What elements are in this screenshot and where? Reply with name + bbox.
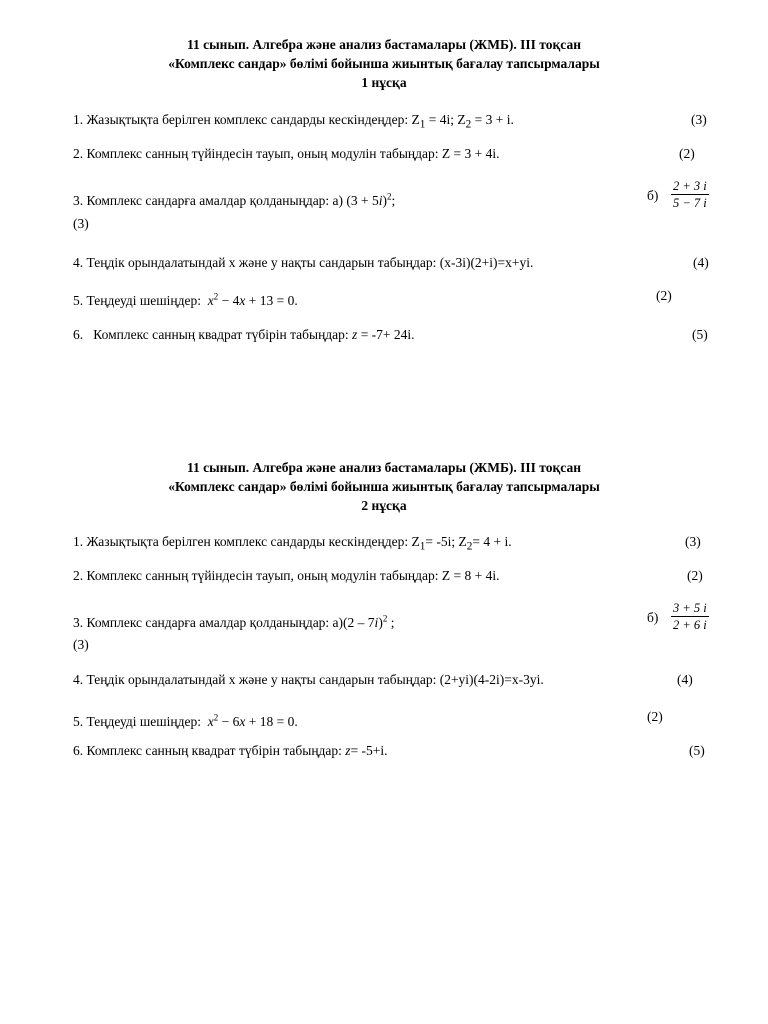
question-number: 3. [73, 192, 84, 208]
question-number: 4. [73, 672, 84, 687]
header-title: 11 сынып. Алгебра және анализ бастамалары (ЖМБ). III тоқсан [187, 37, 581, 52]
points: (2) [687, 568, 703, 583]
question-2 [73, 567, 713, 585]
question-3 [73, 179, 713, 231]
question-text: Жазықтықта берілген комплекс сандарды кескіндеңдер: $Z_1 = 4i$; $Z_2 = 3 + i$. [86, 112, 514, 131]
question-3 [73, 601, 713, 652]
question-2 [73, 145, 713, 163]
question-text: Теңдеуді шешіңдер: $x^2 - 4x + 13 = 0$. [86, 291, 298, 308]
question-text: Комплекс санның түйіндесін тауып, оның модулін табыңдар: Z = 3 + 4i. [86, 146, 500, 161]
fraction-numerator: 2 + 3 i [673, 179, 707, 193]
question-5 [73, 708, 713, 731]
points: (4) [693, 255, 709, 270]
points: (3) [73, 637, 89, 652]
points: (5) [692, 327, 708, 342]
variant-label: 1 нұсқа [361, 75, 407, 90]
variant-2 [0, 423, 768, 773]
variant-1 [0, 0, 768, 350]
question-text: Жазықтықта берілген комплекс сандарды кескіндеңдер: $Z_1= -5i$; $Z_2= 4 + i$. [86, 534, 512, 553]
question-number: 1. [73, 534, 84, 549]
points: (3) [685, 534, 701, 549]
question-number: 5. [73, 292, 84, 308]
question-number: 1. [73, 112, 84, 127]
points: (2) [647, 709, 663, 724]
question-4 [73, 254, 713, 272]
question-text: Теңдік орындалатындай x және у нақты сандарын табыңдар: (x-3i)(2+i)=x+yi. [86, 255, 534, 270]
points: (2) [679, 146, 695, 161]
fraction [671, 600, 709, 633]
variant-label: 2 нұсқа [361, 498, 407, 513]
part-b-label: б) [647, 188, 659, 203]
question-1 [73, 111, 713, 134]
question-6 [73, 326, 713, 344]
question-text: Комплекс сандарға амалдар қолданыңдар: а)(2 – 7i)$^2$ ; [86, 613, 395, 630]
header-subtitle: «Комплекс сандар» бөлімі бойынша жиынтық бағалау тапсырмалары [168, 56, 600, 71]
question-text: Теңдеуді шешіңдер: $x^2 - 6x + 18 = 0$. [86, 712, 298, 729]
question-number: 6. [73, 327, 84, 342]
fraction-numerator: 3 + 5 i [673, 601, 707, 615]
fraction-denominator: 5 − 7 i [673, 196, 707, 210]
question-1 [73, 533, 713, 556]
fraction [671, 178, 709, 211]
question-5 [73, 287, 713, 310]
header-subtitle: «Комплекс сандар» бөлімі бойынша жиынтық бағалау тапсырмалары [168, 479, 600, 494]
question-number: 5. [73, 713, 84, 729]
question-text: Комплекс сандарға амалдар қолданыңдар: а) $(3 + 5i)^2$; [86, 191, 396, 208]
question-4 [73, 671, 713, 689]
question-number: 4. [73, 255, 84, 270]
question-text: Комплекс санның түйіндесін тауып, оның модулін табыңдар: Z = 8 + 4i. [86, 568, 500, 583]
points: (3) [73, 216, 89, 231]
question-number: 6. [73, 743, 84, 758]
fraction-denominator: 2 + 6 i [673, 618, 707, 632]
points: (4) [677, 672, 693, 687]
question-text: Комплекс санның квадрат түбірін табыңдар: z= -5+i. [86, 743, 388, 758]
question-text: Комплекс санның квадрат түбірін табыңдар: z = -7+ 24i. [93, 327, 415, 342]
question-number: 3. [73, 614, 84, 630]
question-number: 2. [73, 568, 84, 583]
points: (2) [656, 288, 672, 303]
header-title: 11 сынып. Алгебра және анализ бастамалары (ЖМБ). III тоқсан [187, 460, 581, 475]
question-number: 2. [73, 146, 84, 161]
points: (5) [689, 743, 705, 758]
part-b-label: б) [647, 610, 659, 625]
points: (3) [691, 112, 707, 127]
question-text: Теңдік орындалатындай x және у нақты сандарын табыңдар: (2+yi)(4-2i)=x-3yi. [86, 672, 544, 687]
question-6 [73, 742, 713, 760]
